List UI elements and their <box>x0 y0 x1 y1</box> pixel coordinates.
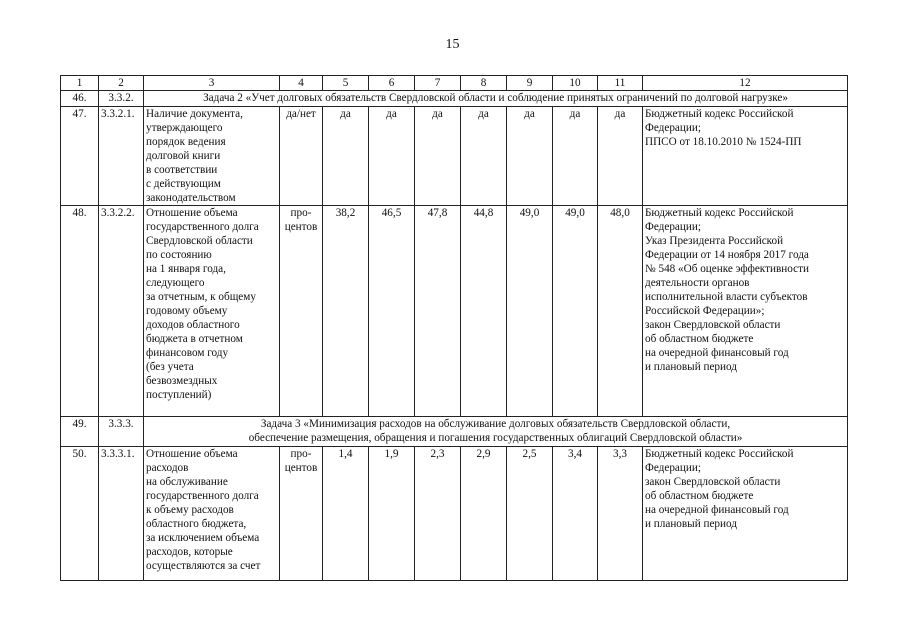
value-cell: 1,9 <box>369 447 415 581</box>
value-cell: 3,3 <box>598 447 643 581</box>
column-number-row <box>61 76 848 91</box>
table-row <box>61 107 848 206</box>
unit: про- центов <box>280 447 323 581</box>
value-cell: 46,5 <box>369 206 415 417</box>
row-number: 47. <box>61 107 99 206</box>
value-cell: 1,4 <box>323 447 369 581</box>
value-cell: да <box>461 107 507 206</box>
col-header: 10 <box>553 76 598 91</box>
value-cell: да <box>369 107 415 206</box>
task-title: Задача 3 «Минимизация расходов на обслуживание долговых обязательств Свердловской области, обеспечение размещения, обращения и погашения государственных облигаций Свердловской области» <box>144 417 848 447</box>
indicator-name: Отношение объема государственного долга Свердловской области по состоянию на 1 января года, следующего за отчетным, к общему годовому объему доходов областного бюджета в отчетном финансовом году (без учета безвозмездных поступлений) <box>144 206 280 417</box>
table-row <box>61 206 848 417</box>
page-number: 15 <box>445 37 460 52</box>
value-cell: 38,2 <box>323 206 369 417</box>
row-code: 3.3.2. <box>99 91 144 107</box>
row-number: 50. <box>61 447 99 581</box>
unit: да/нет <box>280 107 323 206</box>
col-header: 6 <box>369 76 415 91</box>
task-row <box>61 91 848 107</box>
value-cell: да <box>507 107 553 206</box>
value-cell: 48,0 <box>598 206 643 417</box>
col-header: 9 <box>507 76 553 91</box>
value-cell: 3,4 <box>553 447 598 581</box>
legal-basis: Бюджетный кодекс Российской Федерации; ППСО от 18.10.2010 № 1524-ПП <box>643 107 848 206</box>
col-header: 11 <box>598 76 643 91</box>
indicators-table <box>60 75 848 581</box>
table-row <box>61 447 848 581</box>
col-header: 1 <box>61 76 99 91</box>
row-code: 3.3.3. <box>99 417 144 447</box>
value-cell: да <box>598 107 643 206</box>
legal-basis: Бюджетный кодекс Российской Федерации; Указ Президента Российской Федерации от 14 ноября 2017 года № 548 «Об оценке эффективности деятельности органов исполнительной власти субъектов Российской Федерации»; закон Свердловской области об областном бюджете на очередной финансовый год и плановый период <box>643 206 848 417</box>
indicator-name: Отношение объема расходов на обслуживание государственного долга к объему расходов областного бюджета, за исключением объема расходов, которые осуществляются за счет <box>144 447 280 581</box>
legal-basis: Бюджетный кодекс Российской Федерации; закон Свердловской области об областном бюджете на очередной финансовый год и плановый период <box>643 447 848 581</box>
row-code: 3.3.2.2. <box>99 206 144 417</box>
row-number: 48. <box>61 206 99 417</box>
value-cell: 2,9 <box>461 447 507 581</box>
indicator-name: Наличие документа, утверждающего порядок ведения долговой книги в соответствии с действующим законодательством <box>144 107 280 206</box>
row-number: 49. <box>61 417 99 447</box>
col-header: 8 <box>461 76 507 91</box>
value-cell: 49,0 <box>553 206 598 417</box>
col-header: 7 <box>415 76 461 91</box>
col-header: 3 <box>144 76 280 91</box>
value-cell: 44,8 <box>461 206 507 417</box>
value-cell: да <box>415 107 461 206</box>
value-cell: 49,0 <box>507 206 553 417</box>
value-cell: да <box>323 107 369 206</box>
value-cell: да <box>553 107 598 206</box>
value-cell: 2,5 <box>507 447 553 581</box>
row-code: 3.3.3.1. <box>99 447 144 581</box>
value-cell: 2,3 <box>415 447 461 581</box>
row-code: 3.3.2.1. <box>99 107 144 206</box>
row-number: 46. <box>61 91 99 107</box>
col-header: 12 <box>643 76 848 91</box>
col-header: 5 <box>323 76 369 91</box>
task-row <box>61 417 848 447</box>
task-title: Задача 2 «Учет долговых обязательств Свердловской области и соблюдение принятых ограничений по долговой нагрузке» <box>144 91 848 107</box>
unit: про- центов <box>280 206 323 417</box>
col-header: 2 <box>99 76 144 91</box>
value-cell: 47,8 <box>415 206 461 417</box>
col-header: 4 <box>280 76 323 91</box>
